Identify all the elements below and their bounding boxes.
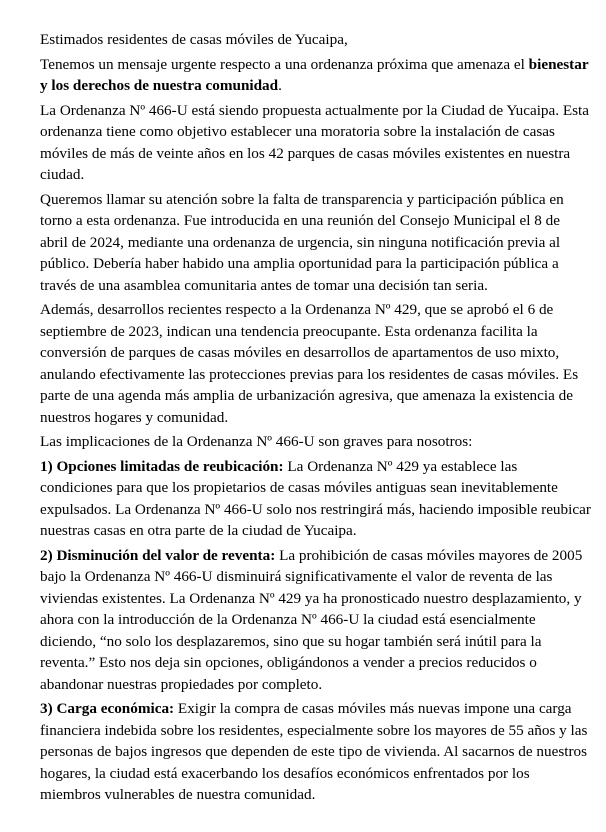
- bold-text-run: 1) Opciones limitadas de reubicación:: [40, 457, 284, 475]
- text-run: Exigir la compra de casas móviles más nuevas impone una carga financiera indebida sobre los residentes, especialmente sobre los mayores de 55 años y las personas de bajos ingresos que dependen de este tipo de vivienda. Al sacarnos de nuestros hogares, la ciudad está exacerbando los desafíos económicos enfrentados por los miembros vulnerables de nuestra comunidad.: [40, 700, 588, 803]
- text-run: Estimados residentes de casas móviles de Yucaipa,: [40, 31, 348, 48]
- paragraph: [40, 29, 591, 51]
- paragraph: [40, 698, 591, 806]
- paragraph: [40, 54, 591, 97]
- paragraph: [40, 456, 591, 542]
- text-run: La Ordenanza Nº 466-U está siendo propuesta actualmente por la Ciudad de Yucaipa. Esta ordenanza tiene como objetivo establecer una moratoria sobre la instalación de casas móviles de más de veinte años en los 42 parques de casas móviles existentes en nuestra ciudad.: [40, 101, 590, 183]
- paragraph: [40, 431, 591, 453]
- text-run: La Ordenanza Nº 429 ya establece las condiciones para que los propietarios de casas móviles antiguas sean inevitablemente expulsados. La Ordenanza Nº 466-U solo nos restringirá más, haciendo imposible reubicar nuestras casas en otra parte de la ciudad de Yucaipa.: [40, 457, 591, 539]
- bold-text-run: 2) Disminución del valor de reventa:: [40, 546, 276, 564]
- paragraph: [40, 100, 591, 186]
- text-run: Tenemos un mensaje urgente respecto a una ordenanza próxima que amenaza el: [40, 55, 529, 73]
- document-body: [40, 29, 591, 806]
- bold-text-run: bienestar y los derechos de nuestra comunidad: [40, 55, 589, 94]
- bold-text-run: 3) Carga económica:: [40, 700, 175, 717]
- paragraph: [40, 299, 591, 428]
- text-run: Las implicaciones de la Ordenanza Nº 466-U son graves para nosotros:: [40, 433, 473, 450]
- paragraph: [40, 189, 591, 297]
- text-run: Además, desarrollos recientes respecto a la Ordenanza Nº 429, que se aprobó el 6 de septiembre de 2023, indican una tendencia preocupante. Esta ordenanza facilita la conversión de parques de casas móviles en desarrollos de apartamentos de uso mixto, anulando efectivamente las protecciones previas para los residentes de casas móviles. Es parte de una agenda más amplia de urbanización agresiva, que amenaza la existencia de nuestros hogares y comunidad.: [40, 301, 579, 426]
- paragraph: [40, 545, 591, 696]
- text-run: La prohibición de casas móviles mayores de 2005 bajo la Ordenanza Nº 466-U disminuirá significativamente el valor de reventa de las viviendas existentes. La Ordenanza Nº 429 ya ha pronosticado nuestro desplazamiento, y ahora con la introducción de la Ordenanza Nº 466-U la ciudad está esencialmente diciendo, “no solo los desplazaremos, sino que su hogar también será inútil para la reventa.” Esto nos deja sin opciones, obligándonos a vender a precios reducidos o abandonar nuestras propiedades por completo.: [40, 546, 583, 693]
- text-run: .: [278, 77, 282, 94]
- text-run: Queremos llamar su atención sobre la falta de transparencia y participación pública en torno a esta ordenanza. Fue introducida en una reunión del Consejo Municipal el 8 de abril de 2024, mediante una ordenanza de urgencia, sin ninguna notificación previa al público. Debería haber habido una amplia oportunidad para la participación pública a través de una asamblea comunitaria antes de tomar una decisión tan seria.: [40, 190, 564, 294]
